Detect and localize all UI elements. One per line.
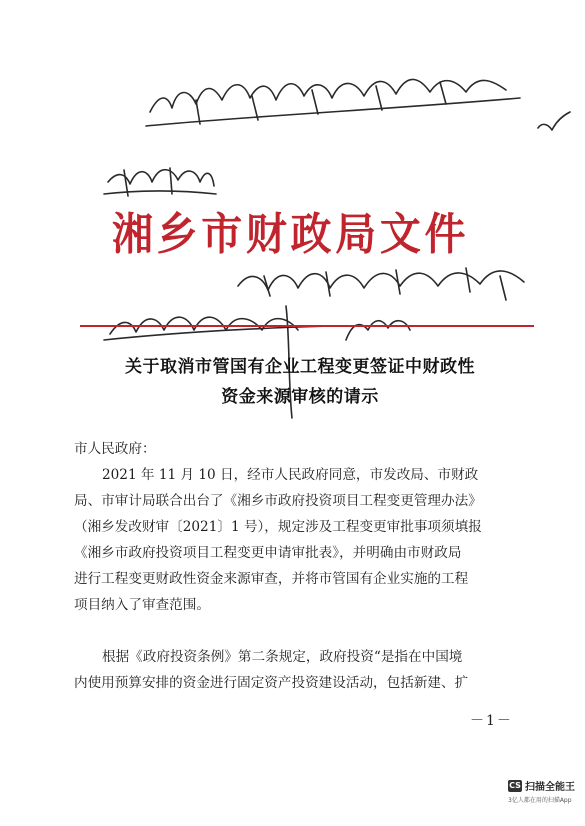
camscanner-logo-icon: CS [509, 780, 521, 790]
paragraph-2-line: 内使用预算安排的资金进行固定资产投资建设活动，包括新建、扩 [74, 675, 469, 691]
paragraph-1-line: 《湘乡市政府投资项目工程变更申请审批表》，并明确由市财政局 [74, 545, 462, 561]
paragraph-1-line: （湘乡发改财审〔2021〕1 号），规定涉及工程变更审批事项须填报 [74, 519, 482, 535]
paragraph-1-line: 2021 年 11 月 10 日，经市人民政府同意，市发改局、市财政 [102, 467, 479, 483]
paragraph-2-line: 根据《政府投资条例》第二条规定，政府投资“是指在中国境 [102, 649, 463, 665]
document-header-title: 湘乡市财政局文件 [112, 209, 470, 260]
page-number: －1－ [470, 713, 513, 729]
scanner-watermark [508, 778, 575, 804]
paragraph-2 [74, 644, 514, 696]
subject-line-1: 关于取消市管国有企业工程变更签证中财政性 [125, 357, 475, 377]
paragraph-1 [74, 462, 514, 618]
header-red-rule [80, 325, 534, 327]
salutation: 市人民政府： [74, 441, 156, 457]
handwriting-note-top [150, 79, 506, 112]
handwriting-checkmark [538, 112, 570, 130]
subject-line-2: 资金来源审核的请示 [221, 387, 379, 407]
paragraph-1-line: 局、市审计局联合出台了《湘乡市政府投资项目工程变更管理办法》 [74, 493, 482, 509]
handwriting-note-right [238, 271, 524, 290]
watermark-tagline: 3亿人都在用的扫描App [508, 797, 572, 804]
paragraph-1-line: 进行工程变更财政性资金来源审查，并将市管国有企业实施的工程 [74, 571, 469, 587]
paragraph-1-line: 项目纳入了审查范围。 [74, 597, 210, 613]
watermark-app-name: 扫描全能王 [525, 782, 575, 793]
